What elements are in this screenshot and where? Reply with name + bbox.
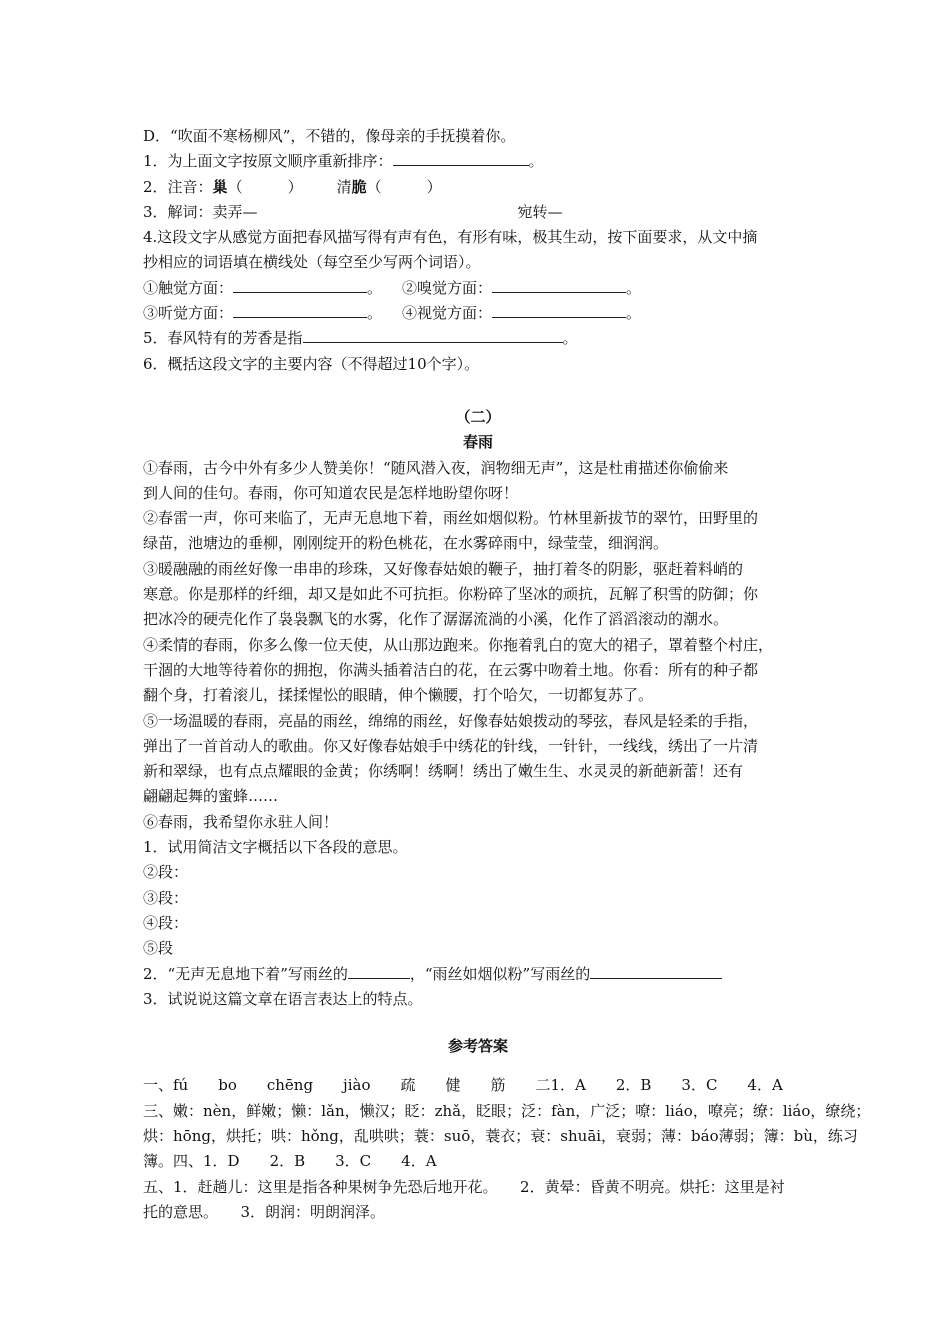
passage-line: ④柔情的春雨，你多么像一位天使，从山那边跑来。你拖着乳白的宽大的裙子，罩着整个村庄， bbox=[143, 635, 774, 654]
passage-question-3: 3．试说说这篇文章在语言表达上的特点。 bbox=[143, 989, 423, 1008]
question-1-end: 。 bbox=[528, 152, 544, 171]
passage-line: ⑥春雨，我希望你永驻人间！ bbox=[143, 812, 339, 831]
question-4-row-2 bbox=[143, 301, 813, 326]
question-line: ③段： bbox=[143, 888, 189, 907]
passage-title: 春雨 bbox=[462, 433, 493, 452]
touch-label: ①触觉方面： bbox=[143, 278, 234, 297]
question-line: 1．试用简洁文字概括以下各段的意思。 bbox=[143, 838, 408, 857]
question-1 bbox=[143, 149, 813, 174]
answer-blank[interactable] bbox=[492, 277, 626, 293]
smell-label: ②嗅觉方面： bbox=[402, 278, 493, 297]
answer-line: 烘：hōng，烘托；哄：hǒng，乱哄哄；蓑：suō，蓑衣；衰：shuāi，衰弱；薄：báo薄弱；簿：bù，练习 bbox=[143, 1126, 858, 1145]
question-2-label: 2．注音： bbox=[143, 177, 213, 196]
question-line: ④段： bbox=[143, 913, 189, 932]
question-1-text: 1．为上面文字按原文顺序重新排序： bbox=[143, 152, 393, 171]
passage-line: 寒意。你是那样的纤细，却又是如此不可抗拒。你粉碎了坚冰的顽抗，瓦解了积雪的防御；你 bbox=[143, 585, 759, 604]
passage-line: 翩翩起舞的蜜蜂…… bbox=[143, 787, 279, 806]
pinyin-paren-2: （ ） bbox=[366, 177, 442, 196]
pinyin-paren-1: （ ） bbox=[227, 177, 303, 196]
passage-line: ⑤一场温暖的春雨，亮晶的雨丝，绵绵的雨丝，好像春姑娘拨动的琴弦，春风是轻柔的手指， bbox=[143, 711, 759, 730]
answer-blank[interactable] bbox=[233, 302, 367, 318]
answer-blank[interactable] bbox=[492, 302, 626, 318]
document-page bbox=[143, 124, 871, 1225]
answer-line: 一、fú bo chēng jiào 疏 健 筋 二1．A 2．B 3．C 4．A bbox=[143, 1076, 783, 1095]
answer-blank[interactable] bbox=[590, 963, 722, 979]
option-d-line: D．“吹面不寒杨柳风”，不错的，像母亲的手抚摸着你。 bbox=[143, 127, 516, 145]
answer-blank[interactable] bbox=[233, 277, 367, 293]
question-3-word-b: 宛转— bbox=[517, 202, 563, 221]
answer-line: 簿。四、1．D 2．B 3．C 4．A bbox=[143, 1152, 437, 1171]
hearing-label: ③听觉方面： bbox=[143, 304, 234, 323]
pinyin-word-2: 脆 bbox=[351, 177, 367, 196]
answer-line: 三、嫩：nèn，鲜嫩；懒：lǎn，懒汉；眨：zhǎ，眨眼；泛：fàn，广泛；嘹：liáo，嘹亮；缭：liáo，缭绕； bbox=[143, 1101, 871, 1120]
answer-line: 五、1．赶趟儿：这里是指各种果树争先恐后地开花。 2．黄晕：昏黄不明亮。烘托：这里是衬 bbox=[143, 1177, 785, 1196]
period: 。 bbox=[367, 304, 383, 323]
passage-line: 干涸的大地等待着你的拥抱，你满头插着洁白的花，在云雾中吻着土地。你看：所有的种子都 bbox=[143, 660, 759, 679]
passage-question-2-b: ，“雨丝如烟似粉”写雨丝的 bbox=[409, 964, 591, 983]
answer-blank[interactable] bbox=[393, 150, 529, 166]
answer-blank[interactable] bbox=[348, 963, 410, 979]
passage-question-2 bbox=[143, 962, 813, 987]
period: 。 bbox=[626, 304, 642, 323]
passage-line: 翻个身，打着滚儿，揉揉惺忪的眼睛，伸个懒腰，打个哈欠，一切都复苏了。 bbox=[143, 686, 654, 705]
question-5 bbox=[143, 326, 813, 351]
question-4-line-2: 抄相应的词语填在横线处（每空至少写两个词语）。 bbox=[143, 253, 481, 272]
section-number: （二） bbox=[455, 407, 501, 426]
question-line: ②段： bbox=[143, 863, 189, 882]
question-3-word-a: 3．解词：卖弄— bbox=[143, 202, 258, 221]
passage-line: 到人间的佳句。春雨，你可知道农民是怎样地盼望你呀！ bbox=[143, 483, 519, 502]
pinyin-word-1: 巢 bbox=[212, 177, 228, 196]
passage-line: 把冰冷的硬壳化作了袅袅飘飞的水雾，化作了潺潺流淌的小溪，化作了滔滔滚动的潮水。 bbox=[143, 610, 729, 629]
passage-question-2-a: 2．“无声无息地下着”写雨丝的 bbox=[143, 964, 348, 983]
pinyin-word-2-prefix: 清 bbox=[336, 177, 352, 196]
sight-label: ④视觉方面： bbox=[402, 304, 493, 323]
question-4-line-1: 4.这段文字从感觉方面把春风描写得有声有色，有形有味，极其生动，按下面要求，从文中摘 bbox=[143, 228, 758, 247]
question-6: 6．概括这段文字的主要内容（不得超过10个字）。 bbox=[143, 354, 480, 373]
passage-line: ①春雨，古今中外有多少人赞美你！“随风潜入夜，润物细无声”，这是杜甫描述你偷偷来 bbox=[143, 458, 729, 477]
question-4-row-1 bbox=[143, 276, 813, 301]
passage-line: ②春雷一声，你可来临了，无声无息地下着，雨丝如烟似粉。竹林里新拔节的翠竹，田野里的 bbox=[143, 509, 759, 528]
question-2 bbox=[143, 175, 813, 200]
period: 。 bbox=[626, 278, 642, 297]
answer-line: 托的意思。 3．朗润：明朗润泽。 bbox=[143, 1202, 386, 1221]
answers-title: 参考答案 bbox=[447, 1037, 508, 1056]
question-line: ⑤段 bbox=[143, 939, 174, 958]
passage-line: 弹出了一首首动人的歌曲。你又好像春姑娘手中绣花的针线，一针针，一线线，绣出了一片清 bbox=[143, 736, 759, 755]
period: 。 bbox=[367, 278, 383, 297]
period: 。 bbox=[562, 329, 578, 348]
passage-line: ③暖融融的雨丝好像一串串的珍珠，又好像春姑娘的鞭子，抽打着冬的阴影，驱赶着料峭的 bbox=[143, 559, 744, 578]
passage-line: 绿苗，池塘边的垂柳，刚刚绽开的粉色桃花，在水雾碎雨中，绿莹莹，细润润。 bbox=[143, 534, 669, 553]
question-3 bbox=[143, 200, 813, 225]
question-5-text: 5．春风特有的芳香是指 bbox=[143, 329, 303, 348]
answer-blank[interactable] bbox=[303, 327, 563, 343]
passage-line: 新和翠绿，也有点点耀眼的金黄；你绣啊！绣啊！绣出了嫩生生、水灵灵的新葩新蕾！还有 bbox=[143, 762, 744, 781]
